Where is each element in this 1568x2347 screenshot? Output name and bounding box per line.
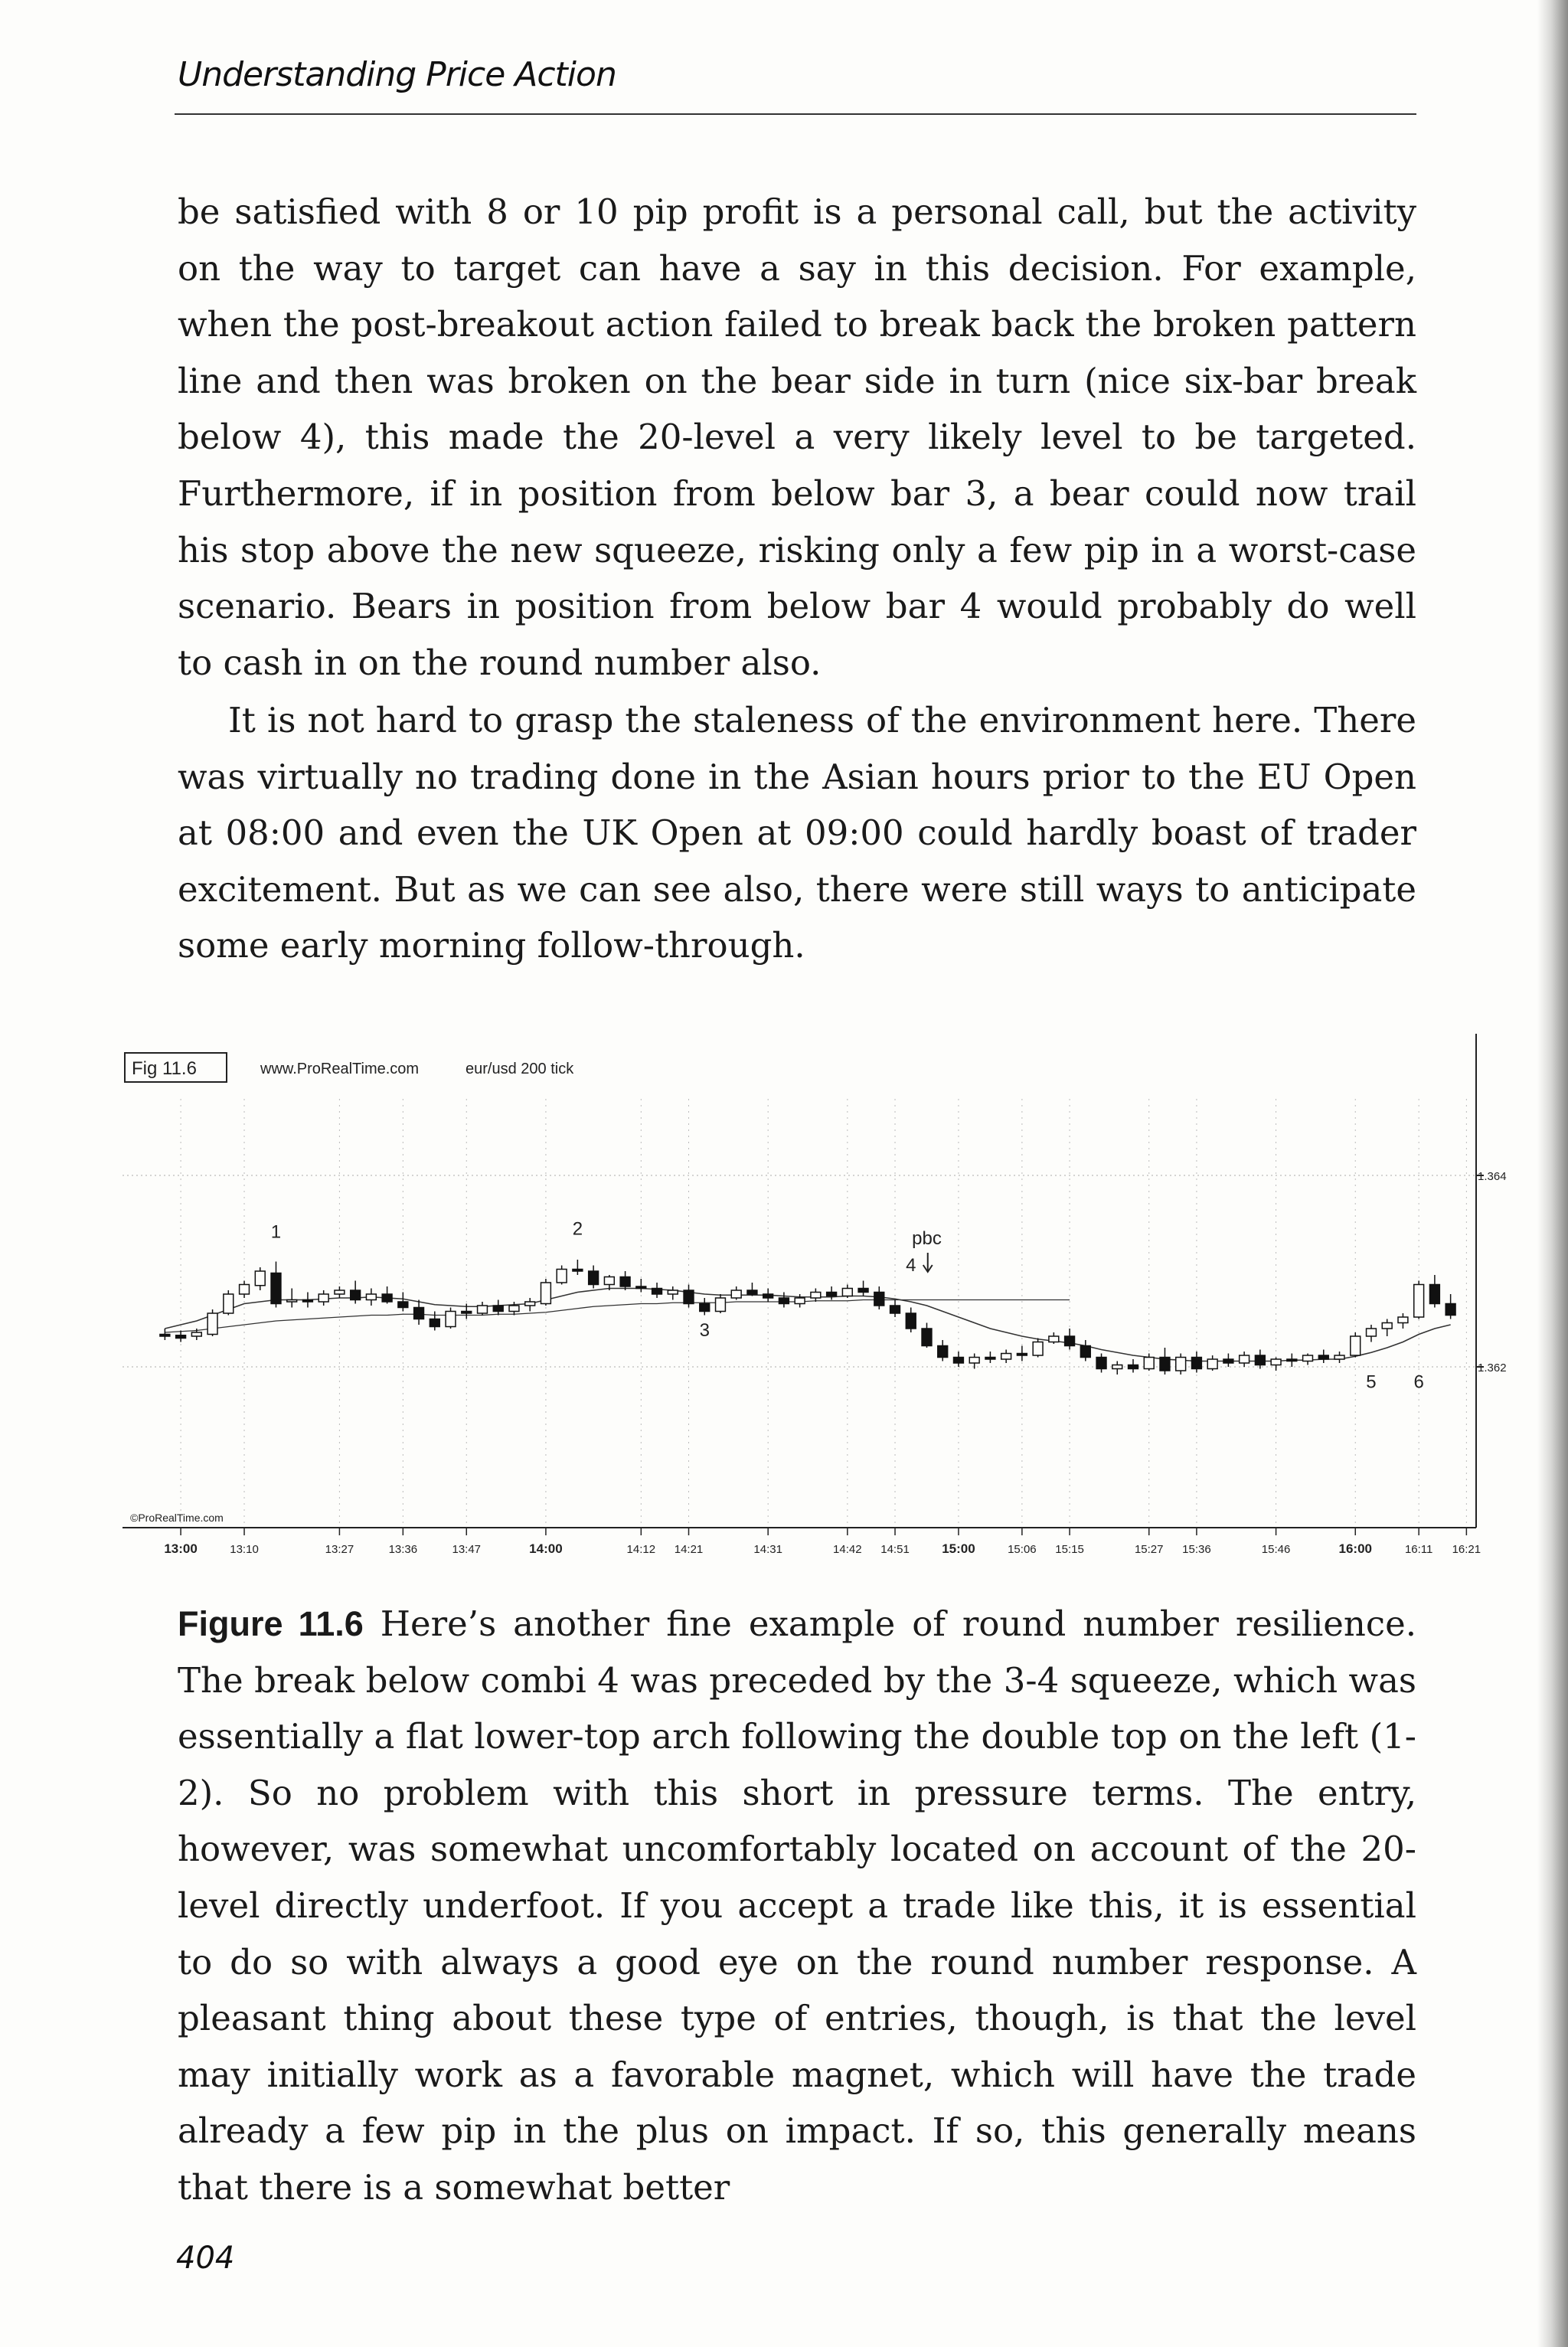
time-tick-label: 15:06 (1008, 1543, 1037, 1556)
candle-down (763, 1294, 773, 1298)
candle-up (811, 1293, 821, 1299)
candle-down (779, 1298, 789, 1304)
candle-up (604, 1277, 614, 1285)
page-number: 404 (176, 2241, 235, 2276)
candle-down (1255, 1355, 1265, 1365)
candle-down (493, 1306, 503, 1312)
candle-down (1223, 1359, 1233, 1363)
candle-up (207, 1313, 217, 1335)
price-bars-layer (160, 1260, 1455, 1375)
candle-up (255, 1271, 265, 1286)
time-tick-label: 15:15 (1055, 1543, 1084, 1556)
candle-up (1398, 1317, 1408, 1323)
time-tick-label: 13:00 (164, 1541, 198, 1556)
candle-down (1192, 1358, 1202, 1369)
candle-down (620, 1277, 630, 1287)
candle-down (1287, 1359, 1297, 1361)
candle-up (1112, 1365, 1122, 1369)
caption-label: Figure 11.6 (178, 1604, 364, 1643)
candle-down (382, 1294, 392, 1302)
candle-up (1382, 1323, 1392, 1329)
time-tick-label: 14:42 (833, 1543, 862, 1556)
candle-down (589, 1271, 599, 1285)
candle-down (430, 1319, 439, 1327)
candle-up (525, 1302, 535, 1306)
candle-up (318, 1294, 328, 1302)
candle-up (478, 1306, 488, 1313)
grid-layer (122, 1099, 1476, 1528)
time-tick-label: 13:10 (230, 1543, 259, 1556)
candle-down (827, 1293, 837, 1296)
candle-up (1367, 1329, 1377, 1336)
time-tick-label: 15:36 (1182, 1543, 1211, 1556)
price-tick-label: 1.364 (1478, 1170, 1507, 1183)
header-rule (175, 113, 1416, 115)
candle-up (509, 1306, 519, 1312)
candle-up (557, 1270, 567, 1283)
candle-down (303, 1300, 313, 1303)
candle-up (1303, 1355, 1313, 1361)
candle-up (224, 1294, 234, 1313)
candle-up (1033, 1342, 1043, 1356)
candle-down (922, 1329, 932, 1346)
candle-up (287, 1300, 297, 1303)
candle-up (795, 1298, 805, 1304)
price-tick-label: 1.362 (1478, 1361, 1507, 1375)
figure-caption (178, 1596, 1416, 2216)
candle-down (176, 1335, 186, 1339)
candle-up (1271, 1359, 1281, 1365)
caption-text: Here’s another fine example of round number resilience. The break below combi 4 was preceded by the 3-4 squeeze, which was essentially a flat lower-top arch following the double top on the left (1-2). So no problem with this short in pressure terms. The entry, however, was somewhat uncomfortably located on account of the 20-level directly underfoot. If you accept a trade like this, it is essential to do so with always a good eye on the round number response. A pleasant thing about these type of entries, though, is that the level may initially work as a favorable magnet, which will have the trade already a few pip in the plus on impact. If so, this generally means that there is a somewhat better (178, 1603, 1417, 2208)
time-tick-label: 14:31 (753, 1543, 782, 1556)
candle-up (1240, 1355, 1250, 1363)
candle-up (842, 1289, 852, 1296)
candle-down (1080, 1346, 1090, 1358)
candle-up (1176, 1358, 1186, 1371)
candle-down (858, 1289, 868, 1293)
figure-label: Fig 11.6 (132, 1058, 197, 1079)
time-tick-label: 13:36 (388, 1543, 418, 1556)
candle-down (1065, 1336, 1075, 1346)
candle-down (1429, 1285, 1439, 1304)
time-tick-label: 14:51 (880, 1543, 910, 1556)
candle-down (1096, 1358, 1106, 1369)
candle-down (747, 1290, 757, 1294)
candle-down (160, 1335, 170, 1337)
candle-up (1049, 1336, 1059, 1342)
body-paragraph-2: It is not hard to grasp the staleness of the environment here. There was virtually no trading done in the Asian hours prior to the EU Open at 08:00 and even the UK Open at 09:00 could hardly boast of trader excitement. But as we can see also, there were still ways to anticipate some early morning follow-through. (178, 700, 1416, 966)
candle-down (938, 1346, 948, 1358)
candle-down (1446, 1304, 1455, 1316)
time-tick-label: 16:11 (1404, 1543, 1433, 1556)
figure-chart (122, 1030, 1507, 1566)
time-tick-label: 15:00 (942, 1541, 975, 1556)
candle-up (191, 1332, 201, 1336)
candle-down (700, 1304, 710, 1312)
candle-down (1318, 1355, 1328, 1359)
candle-up (1351, 1336, 1361, 1355)
candle-up (366, 1294, 376, 1300)
time-tick-label: 16:21 (1452, 1543, 1481, 1556)
figure-site: www.ProRealTime.com (260, 1061, 420, 1077)
candle-down (985, 1358, 995, 1360)
candle-up (969, 1358, 979, 1364)
candle-up (1144, 1358, 1154, 1369)
time-tick-label: 15:27 (1134, 1543, 1164, 1556)
annotation-label: pbc (912, 1228, 942, 1249)
running-head: Understanding Price Action (178, 55, 616, 94)
time-tick-label: 13:27 (325, 1543, 354, 1556)
time-tick-label: 15:46 (1261, 1543, 1291, 1556)
time-tick-label: 13:47 (452, 1543, 482, 1556)
body-paragraph-1: be satisfied with 8 or 10 pip profit is a personal call, but the activity on the way to target can have a say in this decision. For example, when the post-breakout action failed to break back the broken pattern line and then was broken on the bear side in turn (nice six-bar break below 4), this made the 20-level a very likely level to be targeted. Furthermore, if in position from below bar 3, a bear could now trail his stop above the new squeeze, risking only a few pip in a worst-case scenario. Bears in position from below bar 4 would probably do well to cash in on the round number also. (178, 191, 1416, 683)
time-tick-label: 14:21 (674, 1543, 704, 1556)
annotation-label: 5 (1366, 1371, 1377, 1393)
candle-up (240, 1285, 250, 1295)
candle-up (731, 1290, 741, 1298)
axis-labels-layer (164, 1170, 1506, 1556)
candle-up (541, 1283, 551, 1304)
candle-down (398, 1302, 408, 1308)
time-tick-label: 14:00 (529, 1541, 563, 1556)
candle-down (890, 1306, 900, 1313)
annotation-label: 2 (572, 1218, 583, 1240)
page-edge-shadow (1537, 0, 1568, 2347)
candle-up (716, 1298, 726, 1312)
candle-up (1207, 1359, 1217, 1369)
candle-down (351, 1290, 361, 1300)
figure-instrument: eur/usd 200 tick (466, 1061, 574, 1077)
candle-down (652, 1289, 662, 1295)
candle-up (335, 1290, 345, 1294)
time-tick-label: 14:12 (626, 1543, 656, 1556)
candle-down (906, 1313, 916, 1329)
candle-up (1001, 1354, 1011, 1360)
candle-down (1129, 1365, 1138, 1369)
time-tick-label: 16:00 (1338, 1541, 1372, 1556)
annotation-label: 1 (270, 1221, 282, 1243)
candle-down (1160, 1358, 1170, 1371)
candle-down (954, 1358, 964, 1364)
copyright-text: ©ProRealTime.com (130, 1512, 224, 1524)
annotation-label: 4 (906, 1255, 916, 1276)
candle-down (874, 1293, 884, 1306)
candle-down (636, 1286, 646, 1289)
candle-down (462, 1312, 472, 1314)
candlestick-chart (122, 1030, 1507, 1566)
candle-up (668, 1290, 678, 1294)
candle-down (573, 1270, 583, 1272)
annotation-label: 6 (1413, 1371, 1424, 1393)
candle-up (1414, 1285, 1424, 1318)
annotation-label: 3 (699, 1320, 710, 1341)
candle-down (414, 1308, 424, 1319)
candle-down (684, 1290, 694, 1304)
candle-down (271, 1273, 281, 1304)
candle-up (1334, 1355, 1344, 1359)
candle-down (1017, 1354, 1027, 1356)
moving-average-line (165, 1300, 1070, 1333)
candle-up (446, 1312, 456, 1327)
